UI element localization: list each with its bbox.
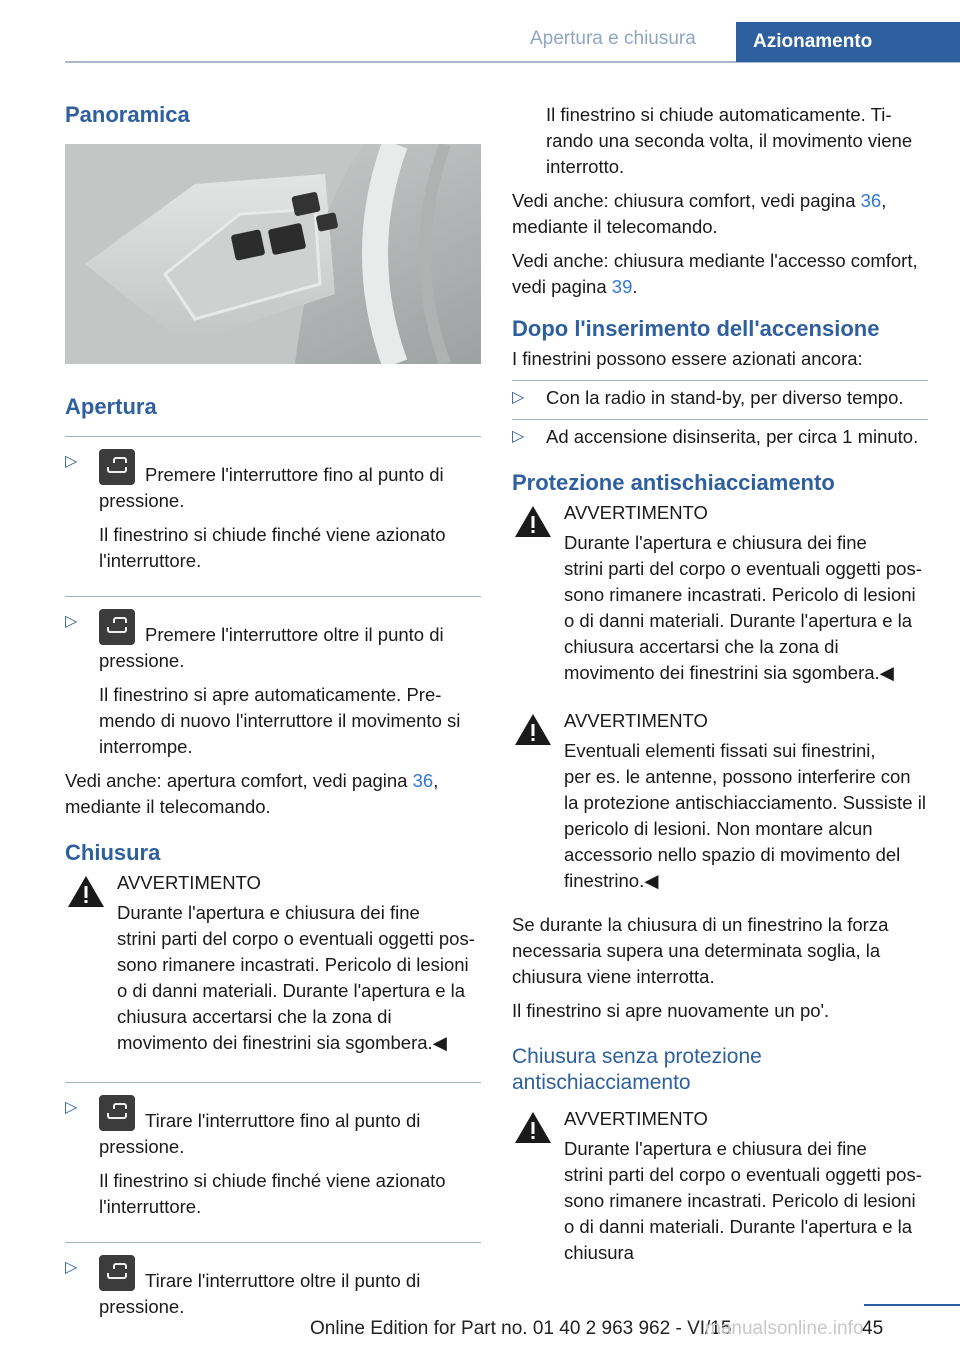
bullet-triangle-icon: ▷ (65, 1259, 78, 1276)
footer-rule (864, 1304, 960, 1306)
warning-text: Durante l'apertura e chiusura dei fine (117, 902, 420, 923)
list-item-subtext: Il finestrino si chiude finché viene azionato l'interruttore. (99, 524, 446, 571)
heading-chiusura: Chiusura (65, 840, 161, 865)
warning-text: per es. le antenne, possono interferire con la protezione antischiacciamento. Sussiste il pericolo di lesioni. Non montare alcun accessorio nello spazio di movimento del finestrino.◀ (564, 766, 926, 891)
paragraph: Il finestrino si apre nuovamente un po'. (512, 1000, 830, 1021)
bullet-triangle-icon: ▷ (65, 453, 78, 470)
see-also-paragraph: Vedi anche: chiusura mediante l'accesso comfort, vedi pagina 39. (512, 250, 918, 297)
page-link[interactable]: 39 (611, 276, 633, 297)
window-switch-icon (99, 1095, 135, 1131)
heading-panoramica: Panoramica (65, 102, 190, 127)
window-switch-icon (99, 1255, 135, 1291)
watermark: manualsonline.info (705, 1318, 864, 1339)
warning-icon (512, 502, 554, 540)
page-number: 45 (862, 1318, 884, 1339)
warning-icon (512, 710, 554, 748)
list-item-subtext: Il finestrino si chiude finché viene azionato l'interruttore. (99, 1170, 446, 1217)
list-item (512, 424, 928, 450)
page-link[interactable]: 36 (860, 190, 882, 211)
page-link[interactable]: 36 (412, 770, 434, 791)
heading-protezione: Protezione antischiacciamento (512, 470, 835, 495)
warning-icon (65, 872, 107, 910)
heading-apertura: Apertura (65, 394, 157, 419)
window-switch-icon (99, 449, 135, 485)
header-section-title: Apertura e chiusura (530, 28, 696, 49)
warning-title: AVVERTIMENTO (564, 710, 708, 731)
warning-block (512, 500, 928, 686)
warning-text: Durante l'apertura e chiusura dei fine (564, 1138, 867, 1159)
paragraph: Se durante la chiusura di un finestrino la forza necessaria supera una determinata soglia, la chiusura viene interrotta. (512, 914, 889, 987)
paragraph: I finestrini possono essere azionati ancora: (512, 348, 863, 369)
list-item-text: Premere l'interruttore oltre il punto di pressione. (99, 624, 444, 671)
left-column (65, 102, 481, 1328)
list-item-text: Tirare l'interruttore oltre il punto di pressione. (99, 1270, 421, 1317)
paragraph: Il finestrino si chiude automaticamente. Tirando una seconda volta, il movimento viene interrotto. (546, 104, 913, 177)
warning-text: strini parti del corpo o eventuali oggetti possono rimanere incastrati. Pericolo di lesioni o di danni materiali. Durante l'apertura e la chiusura (564, 1164, 922, 1263)
see-also-paragraph: Vedi anche: apertura comfort, vedi pagina 36, mediante il telecomando. (65, 770, 439, 817)
list-item (65, 1255, 481, 1320)
right-column (512, 102, 928, 1274)
list-item-text: Con la radio in stand-by, per diverso tempo. (546, 387, 904, 408)
warning-title: AVVERTIMENTO (564, 1108, 708, 1129)
warning-block (65, 870, 481, 1056)
bullet-triangle-icon: ▷ (512, 428, 525, 445)
heading-dopo-accensione: Dopo l'inserimento dell'accensione (512, 316, 880, 341)
warning-text: strini parti del corpo o eventuali oggetti possono rimanere incastrati. Pericolo di lesioni o di danni materiali. Durante l'apertura e la chiusura accertarsi che la zona di movimento dei finestrini sia sgombera.◀ (117, 928, 475, 1053)
header-chapter-tab: Azionamento (736, 22, 960, 62)
footer-edition-text: Online Edition for Part no. 01 40 2 963 962 - VI/15 (310, 1318, 732, 1339)
warning-text: Durante l'apertura e chiusura dei fine (564, 532, 867, 553)
warning-text: Eventuali elementi fissati sui finestrini, (564, 740, 876, 761)
bullet-triangle-icon: ▷ (65, 613, 78, 630)
bullet-triangle-icon: ▷ (65, 1099, 78, 1116)
bullet-triangle-icon: ▷ (512, 389, 525, 406)
list-item (65, 609, 481, 760)
list-item-subtext: Il finestrino si apre automaticamente. Premendo di nuovo l'interruttore il movimento si interrompe. (99, 684, 461, 757)
warning-block (512, 1106, 928, 1266)
door-switch-photo (65, 144, 481, 364)
heading-chiusura-senza-protezione: Chiusura senza protezione antischiacciamento (512, 1045, 762, 1094)
list-item (65, 449, 481, 574)
warning-text: strini parti del corpo o eventuali oggetti possono rimanere incastrati. Pericolo di lesioni o di danni materiali. Durante l'apertura e la chiusura accertarsi che la zona di movimento dei finestrini sia sgombera.◀ (564, 558, 922, 683)
warning-title: AVVERTIMENTO (117, 872, 261, 893)
list-item-text: Tirare l'interruttore fino al punto di pressione. (99, 1110, 421, 1157)
list-item-text: Ad accensione disinserita, per circa 1 minuto. (546, 426, 919, 447)
warning-block (512, 708, 928, 894)
window-switch-icon (99, 609, 135, 645)
list-item-text: Premere l'interruttore fino al punto di pressione. (99, 464, 444, 511)
list-item (512, 385, 928, 411)
list-item (65, 1095, 481, 1220)
warning-icon (512, 1108, 554, 1146)
warning-title: AVVERTIMENTO (564, 502, 708, 523)
see-also-paragraph: Vedi anche: chiusura comfort, vedi pagina 36, mediante il telecomando. (512, 190, 887, 237)
